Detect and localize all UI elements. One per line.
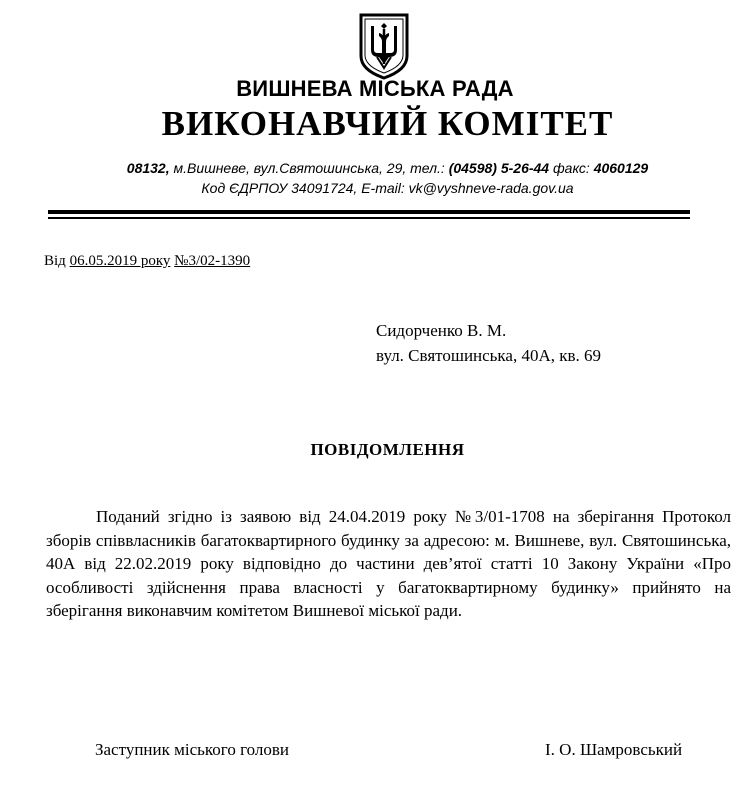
coat-of-arms-icon [358, 12, 410, 80]
street-address: м.Вишневе, вул.Святошинська, 29, тел.: [169, 160, 449, 176]
phone-number: (04598) 5-26-44 [448, 160, 550, 176]
fax-number: 4060129 [593, 160, 649, 176]
edrpou-email-line: Код ЄДРПОУ 34091724, E-mail: vk@vyshneve-rada.gov.ua [201, 180, 574, 196]
signatory-position: Заступник міського голови [95, 740, 290, 759]
postcode: 08132, [126, 160, 170, 176]
city-council-name: ВИШНЕВА МІСЬКА РАДА [236, 76, 514, 101]
reference-number: №3/02-1390 [174, 253, 251, 269]
document-title: ПОВІДОМЛЕННЯ [310, 440, 465, 459]
reference-prefix: Від [44, 253, 70, 269]
fax-label: факс: [549, 160, 594, 176]
address-line [0, 160, 750, 176]
signatory-name: І. О. Шамровський [545, 740, 683, 759]
header-divider-thick [48, 210, 690, 214]
document-reference [44, 253, 250, 270]
executive-committee-title: ВИКОНАВЧИЙ КОМІТЕТ [161, 104, 614, 143]
reference-date: 06.05.2019 року [69, 253, 171, 269]
header-divider-thin [48, 217, 690, 219]
notice-body: Поданий згідно із заявою від 24.04.2019 року №3/01-1708 на зберігання Протокол зборів співвласників багатоквартирного будинку за адресою: м. Вишневе, вул. Святошинська, 40А від 22.02.2019 року відповідно до частини дев’ятої статті 10 Закону України «Про особливості здійснення права власності у багатоквартирному будинку» прийнято на зберігання виконавчим комітетом Вишневої міської ради. [46, 507, 731, 620]
recipient-address: вул. Святошинська, 40А, кв. 69 [376, 346, 602, 365]
recipient-block [376, 318, 601, 368]
recipient-name: Сидорченко В. М. [376, 321, 507, 340]
